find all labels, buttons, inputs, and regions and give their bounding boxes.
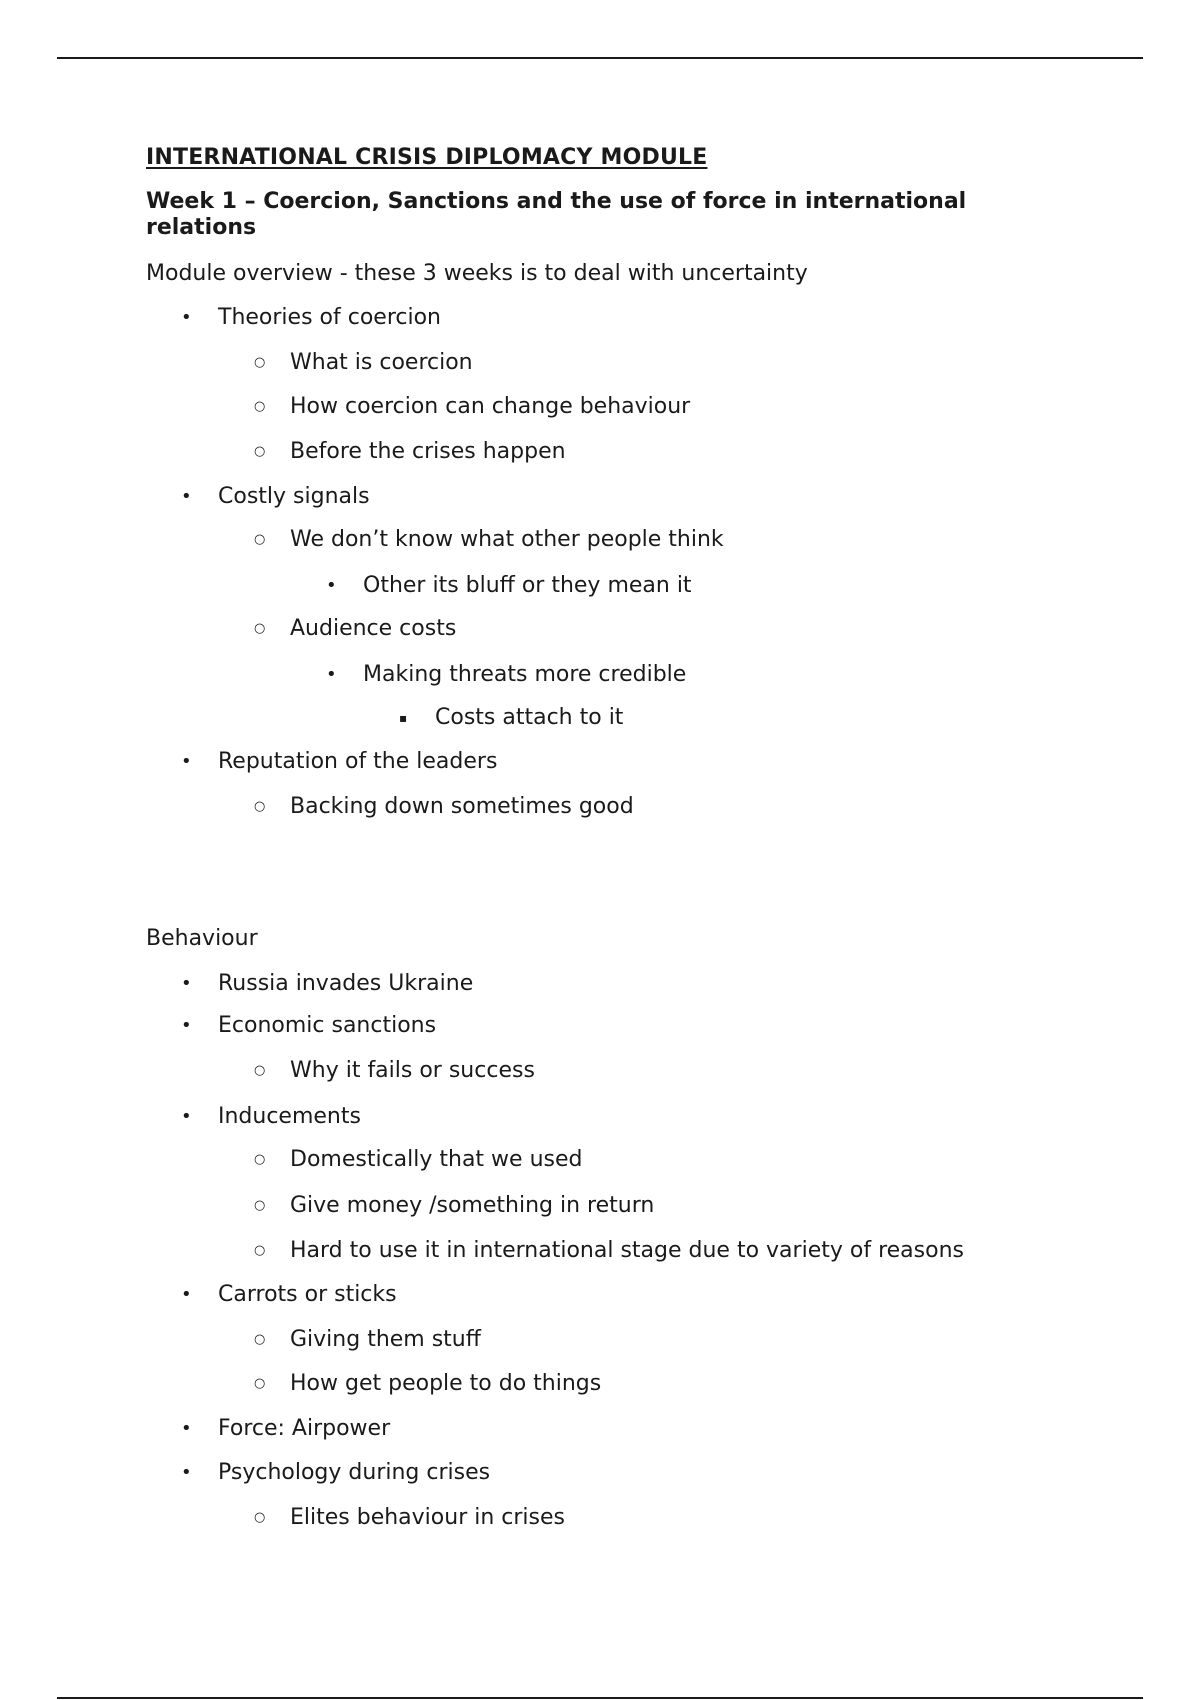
bullet-marker: ○ [254,621,266,636]
list-item: Russia invades Ukraine [218,971,474,996]
bullet-marker: • [181,307,192,328]
bullet-marker: ○ [254,1063,266,1078]
bullet-marker: • [181,1284,192,1305]
bullet-marker: ○ [254,1152,266,1167]
list-item: Why it fails or success [290,1058,535,1083]
bullet-marker: ○ [254,1243,266,1258]
bullet-marker: • [181,1015,192,1036]
bullet-marker: ○ [254,355,266,370]
bullet-marker: ○ [254,1332,266,1347]
bullet-marker: ▪ [399,711,408,725]
list-item: Reputation of the leaders [218,749,498,774]
list-item: Carrots or sticks [218,1282,397,1307]
behaviour-heading: Behaviour [146,926,258,951]
list-item: Elites behaviour in crises [290,1505,565,1530]
bullet-marker: ○ [254,532,266,547]
bullet-marker: ○ [254,399,266,414]
bullet-marker: • [326,575,337,596]
bullet-marker: • [181,1462,192,1483]
list-item: Before the crises happen [290,439,566,464]
bullet-marker: ○ [254,1198,266,1213]
list-item: Force: Airpower [218,1416,391,1441]
bullet-marker: ○ [254,1510,266,1525]
list-item: Costs attach to it [435,705,624,730]
bullet-marker: • [181,973,192,994]
header-rule [57,57,1143,59]
bullet-marker: • [181,486,192,507]
list-item: Psychology during crises [218,1460,491,1485]
bullet-marker: ○ [254,799,266,814]
list-item: How coercion can change behaviour [290,394,691,419]
list-item: What is coercion [290,350,473,375]
list-item: Inducements [218,1104,361,1129]
bullet-marker: • [181,1106,192,1127]
footer-rule [57,1697,1143,1699]
list-item: Domestically that we used [290,1147,583,1172]
bullet-marker: ○ [254,1376,266,1391]
list-item: Audience costs [290,616,457,641]
list-item: Costly signals [218,484,370,509]
list-item: Making threats more credible [363,662,687,687]
bullet-marker: • [181,751,192,772]
bullet-marker: ○ [254,444,266,459]
module-overview: Module overview - these 3 weeks is to deal with uncertainty [146,261,808,286]
list-item: How get people to do things [290,1371,602,1396]
list-item: We don’t know what other people think [290,527,724,552]
list-item: Economic sanctions [218,1013,437,1038]
list-item: Theories of coercion [218,305,441,330]
list-item: Hard to use it in international stage due to variety of reasons [290,1238,964,1263]
week-heading: Week 1 – Coercion, Sanctions and the use of force in international relations [146,189,967,240]
list-item: Give money /something in return [290,1193,655,1218]
list-item: Other its bluff or they mean it [363,573,692,598]
bullet-marker: • [326,664,337,685]
list-item: Backing down sometimes good [290,794,634,819]
bullet-marker: • [181,1418,192,1439]
document-title: INTERNATIONAL CRISIS DIPLOMACY MODULE [146,145,708,170]
list-item: Giving them stuff [290,1327,481,1352]
